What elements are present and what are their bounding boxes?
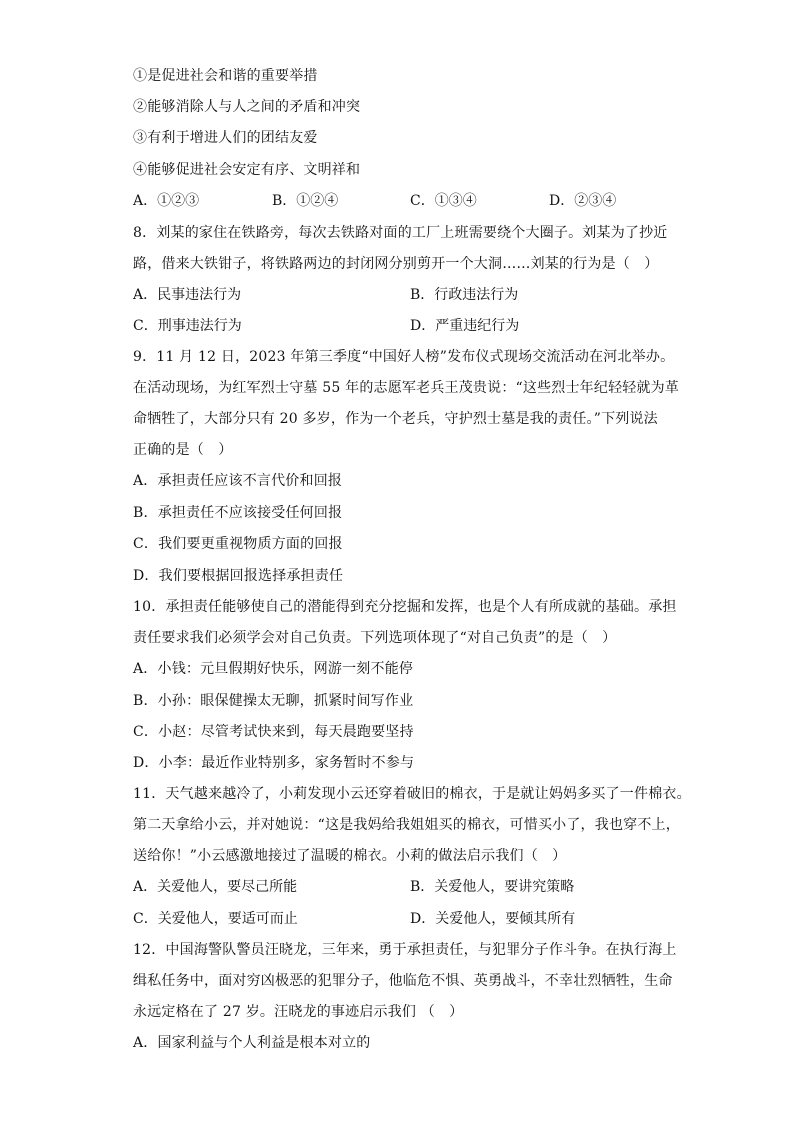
q11-stem-line: 第二天拿给小云，并对她说：“这是我妈给我姐姐买的棉衣，可惜买小了，我也穿不上， xyxy=(133,817,680,833)
q9-option-c[interactable]: C．我们要更重视物质方面的回报 xyxy=(133,536,343,552)
q11-stem-line: 11．天气越来越冷了，小莉发现小云还穿着破旧的棉衣，于是就让妈妈多买了一件棉衣。 xyxy=(133,786,691,802)
statement-1: ①是促进社会和谐的重要举措 xyxy=(133,68,318,84)
q11-stem-line: 送给你！”小云感激地接过了温暖的棉衣。小莉的做法启示我们（ ） xyxy=(133,848,567,864)
statement-3: ③有利于增进人们的团结友爱 xyxy=(133,130,318,146)
q10-option-a[interactable]: A．小钱：元旦假期好快乐，网游一刻不能停 xyxy=(133,661,414,677)
q12-stem-line: 缉私任务中，面对穷凶极恶的犯罪分子，他临危不惧、英勇战斗，不幸壮烈牺牲，生命 xyxy=(133,973,673,989)
q11-option-d[interactable]: D．关爱他人，要倾其所有 xyxy=(410,911,576,927)
q7-option-b[interactable]: B．①②④ xyxy=(272,193,339,209)
statement-2: ②能够消除人与人之间的矛盾和冲突 xyxy=(133,99,361,115)
q11-option-a[interactable]: A．关爱他人，要尽己所能 xyxy=(133,879,298,895)
q12-option-a[interactable]: A．国家利益与个人利益是根本对立的 xyxy=(133,1035,371,1051)
q7-option-a[interactable]: A．①②③ xyxy=(133,193,200,209)
q12-stem-line: 12．中国海警队警员汪晓龙，三年来，勇于承担责任，与犯罪分子作斗争。在执行海上 xyxy=(133,942,677,958)
q8-option-b[interactable]: B．行政违法行为 xyxy=(410,287,519,303)
q9-option-a[interactable]: A．承担责任应该不言代价和回报 xyxy=(133,473,343,489)
q10-option-c[interactable]: C．小赵：尽管考试快来到，每天晨跑要坚持 xyxy=(133,724,414,740)
q10-stem-line: 10．承担责任能够使自己的潜能得到充分挖掘和发挥，也是个人有所成就的基础。承担 xyxy=(133,599,677,615)
q9-option-d[interactable]: D．我们要根据回报选择承担责任 xyxy=(133,568,344,584)
q10-option-d[interactable]: D．小李：最近作业特别多，家务暂时不参与 xyxy=(133,755,415,771)
q9-stem-line: 在活动现场，为红军烈士守墓 55 年的志愿军老兵王茂贵说：“这些烈士年纪轻轻就为革 xyxy=(133,380,680,396)
q8-stem-line: 8．刘某的家住在铁路旁，每次去铁路对面的工厂上班需要绕个大圈子。刘某为了抄近 xyxy=(133,225,668,241)
q7-option-d[interactable]: D．②③④ xyxy=(549,193,617,209)
q9-stem-line: 9．11 月 12 日，2023 年第三季度“中国好人榜”发布仪式现场交流活动在河北举办。 xyxy=(133,349,675,365)
q7-option-c[interactable]: C．①③④ xyxy=(410,193,477,209)
q8-stem-line: 路，借来大铁钳子，将铁路两边的封闭网分别剪开一个大洞……刘某的行为是（ ） xyxy=(133,256,659,272)
q10-option-b[interactable]: B．小孙：眼保健操太无聊，抓紧时间写作业 xyxy=(133,693,414,709)
q8-option-d[interactable]: D．严重违纪行为 xyxy=(410,318,520,334)
q9-stem-line: 正确的是（ ） xyxy=(133,442,233,458)
q11-option-b[interactable]: B．关爱他人，要讲究策略 xyxy=(410,879,575,895)
q10-stem-line: 责任要求我们必须学会对自己负责。下列选项体现了“对自己负责”的是（ ） xyxy=(133,630,617,646)
statement-4: ④能够促进社会安定有序、文明祥和 xyxy=(133,162,361,178)
q9-option-b[interactable]: B．承担责任不应该接受任何回报 xyxy=(133,505,343,521)
q12-stem-line: 永远定格在了 27 岁。汪晓龙的事迹启示我们 （ ） xyxy=(133,1004,464,1020)
q8-option-c[interactable]: C．刑事违法行为 xyxy=(133,318,242,334)
q8-option-a[interactable]: A．民事违法行为 xyxy=(133,287,242,303)
q9-stem-line: 命牺牲了，大部分只有 20 多岁，作为一个老兵，守护烈士墓是我的责任。”下列说法 xyxy=(133,411,658,427)
q11-option-c[interactable]: C．关爱他人，要适可而止 xyxy=(133,911,298,927)
